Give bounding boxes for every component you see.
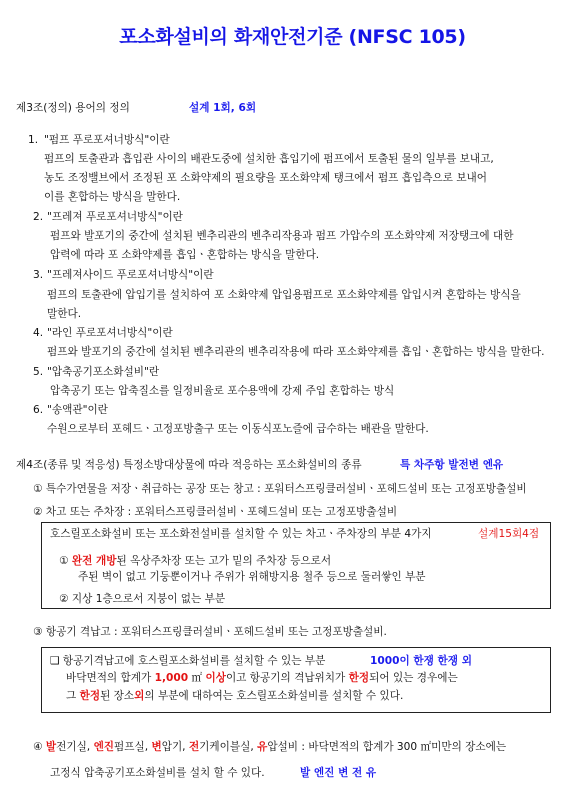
item5-number: 5.: [33, 366, 44, 378]
item2-term: "프레져 푸로포셔너방식"이란: [47, 211, 183, 223]
item4-number: 4.: [33, 327, 44, 339]
parking-box-line: 호스릴포소화설비 또는 포소화전설비를 설치할 수 있는 차고ㆍ주차장의 부분 4가지: [50, 528, 432, 540]
parking-sub1-line2: 주된 벽이 없고 기둥뿐이거나 주위가 위해방지용 철주 등으로 둘러쌓인 부분: [78, 571, 426, 583]
page-title: 포소화설비의 화재안전기준 (NFSC 105): [119, 26, 466, 48]
item1-line2: 농도 조정밸브에서 조정된 포 소화약제의 필요량을 포소화약제 탱크에서 펌프 흡입측으로 보내어: [44, 172, 488, 184]
item3-line1: 펌프의 토출관에 압입기를 설치하여 포 소화약제 압입용펌프로 포소화약제를 압입시켜 혼합하는 방식을: [47, 289, 521, 301]
hangar-box-line1: ❑ 항공기격납고에 호스릴포소화설비를 설치할 수 있는 부분: [50, 655, 326, 667]
article4-heading: 제4조(종류 및 적응성) 특정소방대상물에 따라 적응하는 포소화설비의 종류: [16, 459, 362, 471]
parking-box-note: 설계15회4점: [478, 528, 540, 540]
article4-note: 특 차주항 발전변 엔유: [400, 459, 504, 471]
item5-term: "압축공기포소화설비"란: [47, 366, 160, 378]
item1-line3: 이를 혼합하는 방식을 말한다.: [44, 191, 181, 203]
item6-term: "송액관"이란: [47, 404, 108, 416]
item6-line1: 수원으로부터 포헤드ㆍ고정포방출구 또는 이동식포노즐에 급수하는 배관을 말한다.: [47, 423, 429, 435]
item4-line1: 펌프와 발포기의 중간에 설치된 벤추리관의 벤추리작용에 따라 포소화약제를 흡입ㆍ혼합하는 방식을 말한다.: [47, 346, 545, 358]
item2-line2: 압력에 따라 포 소화약제를 흡입ㆍ혼합하는 방식을 말한다.: [50, 249, 320, 261]
item6-number: 6.: [33, 404, 44, 416]
item3-number: 3.: [33, 269, 44, 281]
article3-note: 설계 1회, 6회: [189, 102, 257, 114]
item3-term: "프레져사이드 푸로포셔너방식"이란: [47, 269, 214, 281]
item1-number: 1.: [28, 134, 39, 146]
art4-item4-note: 발 엔진 변 전 유: [300, 767, 377, 779]
item2-line1: 펌프와 발포기의 중간에 설치된 벤추리관의 벤추리작용과 펌프 가압수의 포소화약제 저장탱크에 대한: [50, 230, 514, 242]
article3-heading: 제3조(정의) 용어의 정의: [16, 102, 130, 114]
art4-item4: ④ 발전기실, 엔진펌프실, 변압기, 전기케이블실, 유압설비 : 바닥면적의 합계가 300 ㎡미만의 장소에는: [33, 741, 507, 753]
item1-term: "펌프 푸로포셔너방식"이란: [44, 134, 170, 146]
hangar-box-line3: 그 한정된 장소외의 부분에 대하여는 호스릴포소화설비를 설치할 수 있다.: [66, 690, 404, 702]
parking-sub1: ① 완전 개방된 옥상주차장 또는 고가 밑의 주차장 등으로서: [59, 555, 332, 567]
art4-item4-line2: 고정식 압축공기포소화설비를 설치 할 수 있다.: [50, 767, 265, 779]
item5-line1: 압축공기 또는 압축질소를 일정비율로 포수용액에 강제 주입 혼합하는 방식: [50, 385, 395, 397]
item1-line1: 펌프의 토출관과 흡입관 사이의 배관도중에 설치한 흡입기에 펌프에서 토출된 물의 일부를 보내고,: [44, 153, 494, 165]
art4-item1: ① 특수가연물을 저장ㆍ취급하는 공장 또는 창고 : 포워터스프링클러설비ㆍ포헤드설비 또는 고정포방출설비: [33, 483, 527, 495]
item4-term: "라인 푸로포셔너방식"이란: [47, 327, 173, 339]
art4-item2: ② 차고 또는 주차장 : 포워터스프링클러설비ㆍ포헤드설비 또는 고정포방출설비: [33, 506, 398, 518]
parking-sub2: ② 지상 1층으로서 지붕이 없는 부분: [59, 593, 226, 605]
item3-line2: 말한다.: [47, 308, 82, 320]
hangar-box-line2: 바닥면적의 합계가 1,000 ㎡ 이상이고 항공기의 격납위치가 한정되어 있는 경우에는: [66, 672, 458, 684]
art4-item3: ③ 항공기 격납고 : 포워터스프링클러설비ㆍ포헤드설비 또는 고정포방출설비.: [33, 626, 387, 638]
hangar-box-note: 1000이 한쟁 한쟁 외: [370, 655, 472, 667]
item2-number: 2.: [33, 211, 44, 223]
